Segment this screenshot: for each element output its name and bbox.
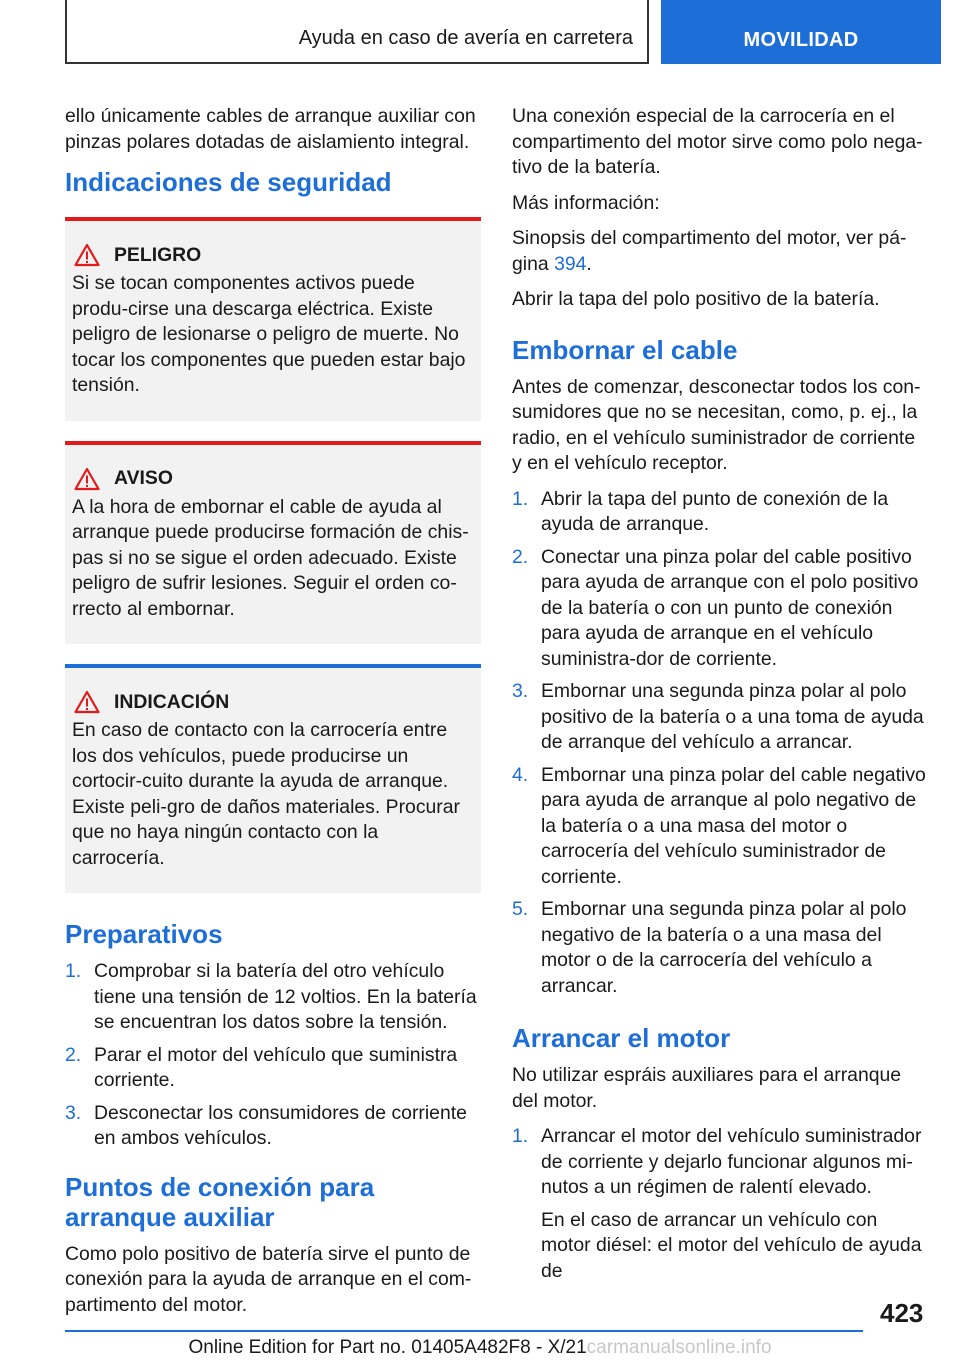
list-item <box>65 1043 481 1094</box>
notice-title: INDICACIÓN <box>114 690 230 713</box>
left-column <box>65 104 481 1328</box>
step-number: 1. <box>65 960 82 982</box>
body-paragraph: Abrir la tapa del polo positivo de la batería. <box>512 288 880 310</box>
start-steps <box>512 1124 928 1284</box>
notice-info <box>65 664 481 893</box>
prep-steps <box>65 959 481 1152</box>
step-number: 4. <box>512 763 529 786</box>
notice-text: En caso de contacto con la carrocería entre los dos vehículos, puede producirse un cortocir-cuito durante la ayuda de arranque. Existe peli-gro de daños materiales. Procurar que no haya ningún contacto con la carrocería. <box>72 719 460 869</box>
intro-paragraph: ello únicamente cables de arranque auxiliar con pinzas polares dotadas de aislamiento integral. <box>65 105 476 153</box>
chapter-title: MOVILIDAD <box>743 29 859 51</box>
step-text: Embornar una segunda pinza polar al polo negativo de la batería o a una masa del motor o de la carrocería del vehículo a arrancar. <box>541 898 907 997</box>
connection-points-paragraph: Como polo positivo de batería sirve el punto de conexión para la ayuda de arranque en el com-partimento del motor. <box>65 1242 472 1316</box>
warning-triangle-icon <box>74 243 100 267</box>
step-text: Parar el motor del vehículo que suministra corriente. <box>94 1043 458 1091</box>
step-number: 3. <box>512 680 529 702</box>
running-header-section <box>65 0 649 64</box>
safety-heading: Indicaciones de seguridad <box>65 167 392 197</box>
list-item <box>512 763 928 891</box>
notice-text: Si se tocan componentes activos puede produ-cirse una descarga eléctrica. Existe peligro de lesionarse o peligro de muerte. No tocar los componentes que pueden estar bajo tensión. <box>72 272 466 396</box>
page-reference-link[interactable]: 394 <box>554 252 587 275</box>
notice-warning <box>65 441 481 645</box>
step-number: 1. <box>512 1125 529 1147</box>
footer <box>0 1337 960 1359</box>
start-intro: No utilizar espráis auxiliares para el arranque del motor. <box>512 1064 902 1112</box>
body-paragraph: Más información: <box>512 191 660 214</box>
step-text: Arrancar el motor del vehículo suministrador de corriente y dejarlo funcionar algunos mi-nutos a un régimen de ralentí elevado. <box>541 1125 922 1198</box>
footer-divider <box>65 1330 863 1332</box>
section-title: Ayuda en caso de avería en carretera <box>298 27 633 49</box>
list-item <box>512 1124 928 1284</box>
notice-title: PELIGRO <box>114 243 202 266</box>
page-reference-paragraph <box>512 226 928 277</box>
connect-heading: Embornar el cable <box>512 334 738 365</box>
body-paragraph: Una conexión especial de la carrocería en el compartimento del motor sirve como polo nega-tivo de la batería. <box>512 105 923 178</box>
step-text: Embornar una pinza polar del cable negativo para ayuda de arranque al polo negativo de la batería o a una masa del motor o carrocería del vehículo suministrador de corriente. <box>541 763 926 888</box>
step-number: 3. <box>65 1101 82 1124</box>
connect-steps <box>512 487 928 1000</box>
list-item <box>65 959 481 1036</box>
notice-danger <box>65 217 481 421</box>
step-text: Comprobar si la batería del otro vehículo tiene una tensión de 12 voltios. En la batería se encuentran los datos sobre la tensión. <box>94 960 477 1033</box>
step-text: Abrir la tapa del punto de conexión de la ayuda de arranque. <box>541 487 889 535</box>
warning-triangle-icon <box>74 690 100 714</box>
reference-end: . <box>586 252 592 275</box>
edition-info: Online Edition for Part no. 01405A482F8 - X/21 <box>188 1337 587 1358</box>
page-number: 423 <box>880 1298 924 1328</box>
chapter-tab <box>661 0 941 64</box>
watermark: carmanualsonline.info <box>586 1337 772 1358</box>
right-column <box>512 104 928 1298</box>
connection-points-heading: Puntos de conexión para arranque auxiliar <box>65 1171 375 1232</box>
step-number: 2. <box>512 545 529 568</box>
step-text: Desconectar los consumidores de corriente en ambos vehículos. <box>94 1101 467 1149</box>
prep-heading: Preparativos <box>65 919 223 949</box>
list-item <box>512 679 928 756</box>
step-number: 5. <box>512 898 529 920</box>
step-text: Conectar una pinza polar del cable positivo para ayuda de arranque con el polo positivo de la batería o con un punto de conexión para ayuda de arranque en el vehículo suministra-dor de corriente. <box>541 545 919 670</box>
step-text: Embornar una segunda pinza polar al polo positivo de la batería o a una toma de ayuda de arranque del vehículo a arrancar. <box>541 680 924 753</box>
step-number: 2. <box>65 1043 82 1066</box>
list-item <box>512 897 928 999</box>
reference-text: Sinopsis del compartimento del motor, ver pá-gina <box>512 227 907 275</box>
warning-triangle-icon <box>74 467 100 491</box>
step-number: 1. <box>512 487 529 510</box>
notice-text: A la hora de embornar el cable de ayuda al arranque puede producirse formación de chis-pas si no se sigue el orden adecuado. Existe peligro de sufrir lesiones. Seguir el orden co-rrecto al embornar. <box>72 495 469 620</box>
list-item <box>65 1101 481 1152</box>
list-item <box>512 487 928 538</box>
list-item <box>512 545 928 673</box>
step-subtext: En el caso de arrancar un vehículo con motor diésel: el motor del vehículo de ayuda de <box>541 1208 922 1282</box>
connect-intro: Antes de comenzar, desconectar todos los con-sumidores que no se necesitan, como, p. ej., la radio, en el vehículo suministrador de corriente y en el vehículo receptor. <box>512 375 921 474</box>
notice-title: AVISO <box>114 467 173 489</box>
start-heading: Arrancar el motor <box>512 1023 731 1053</box>
